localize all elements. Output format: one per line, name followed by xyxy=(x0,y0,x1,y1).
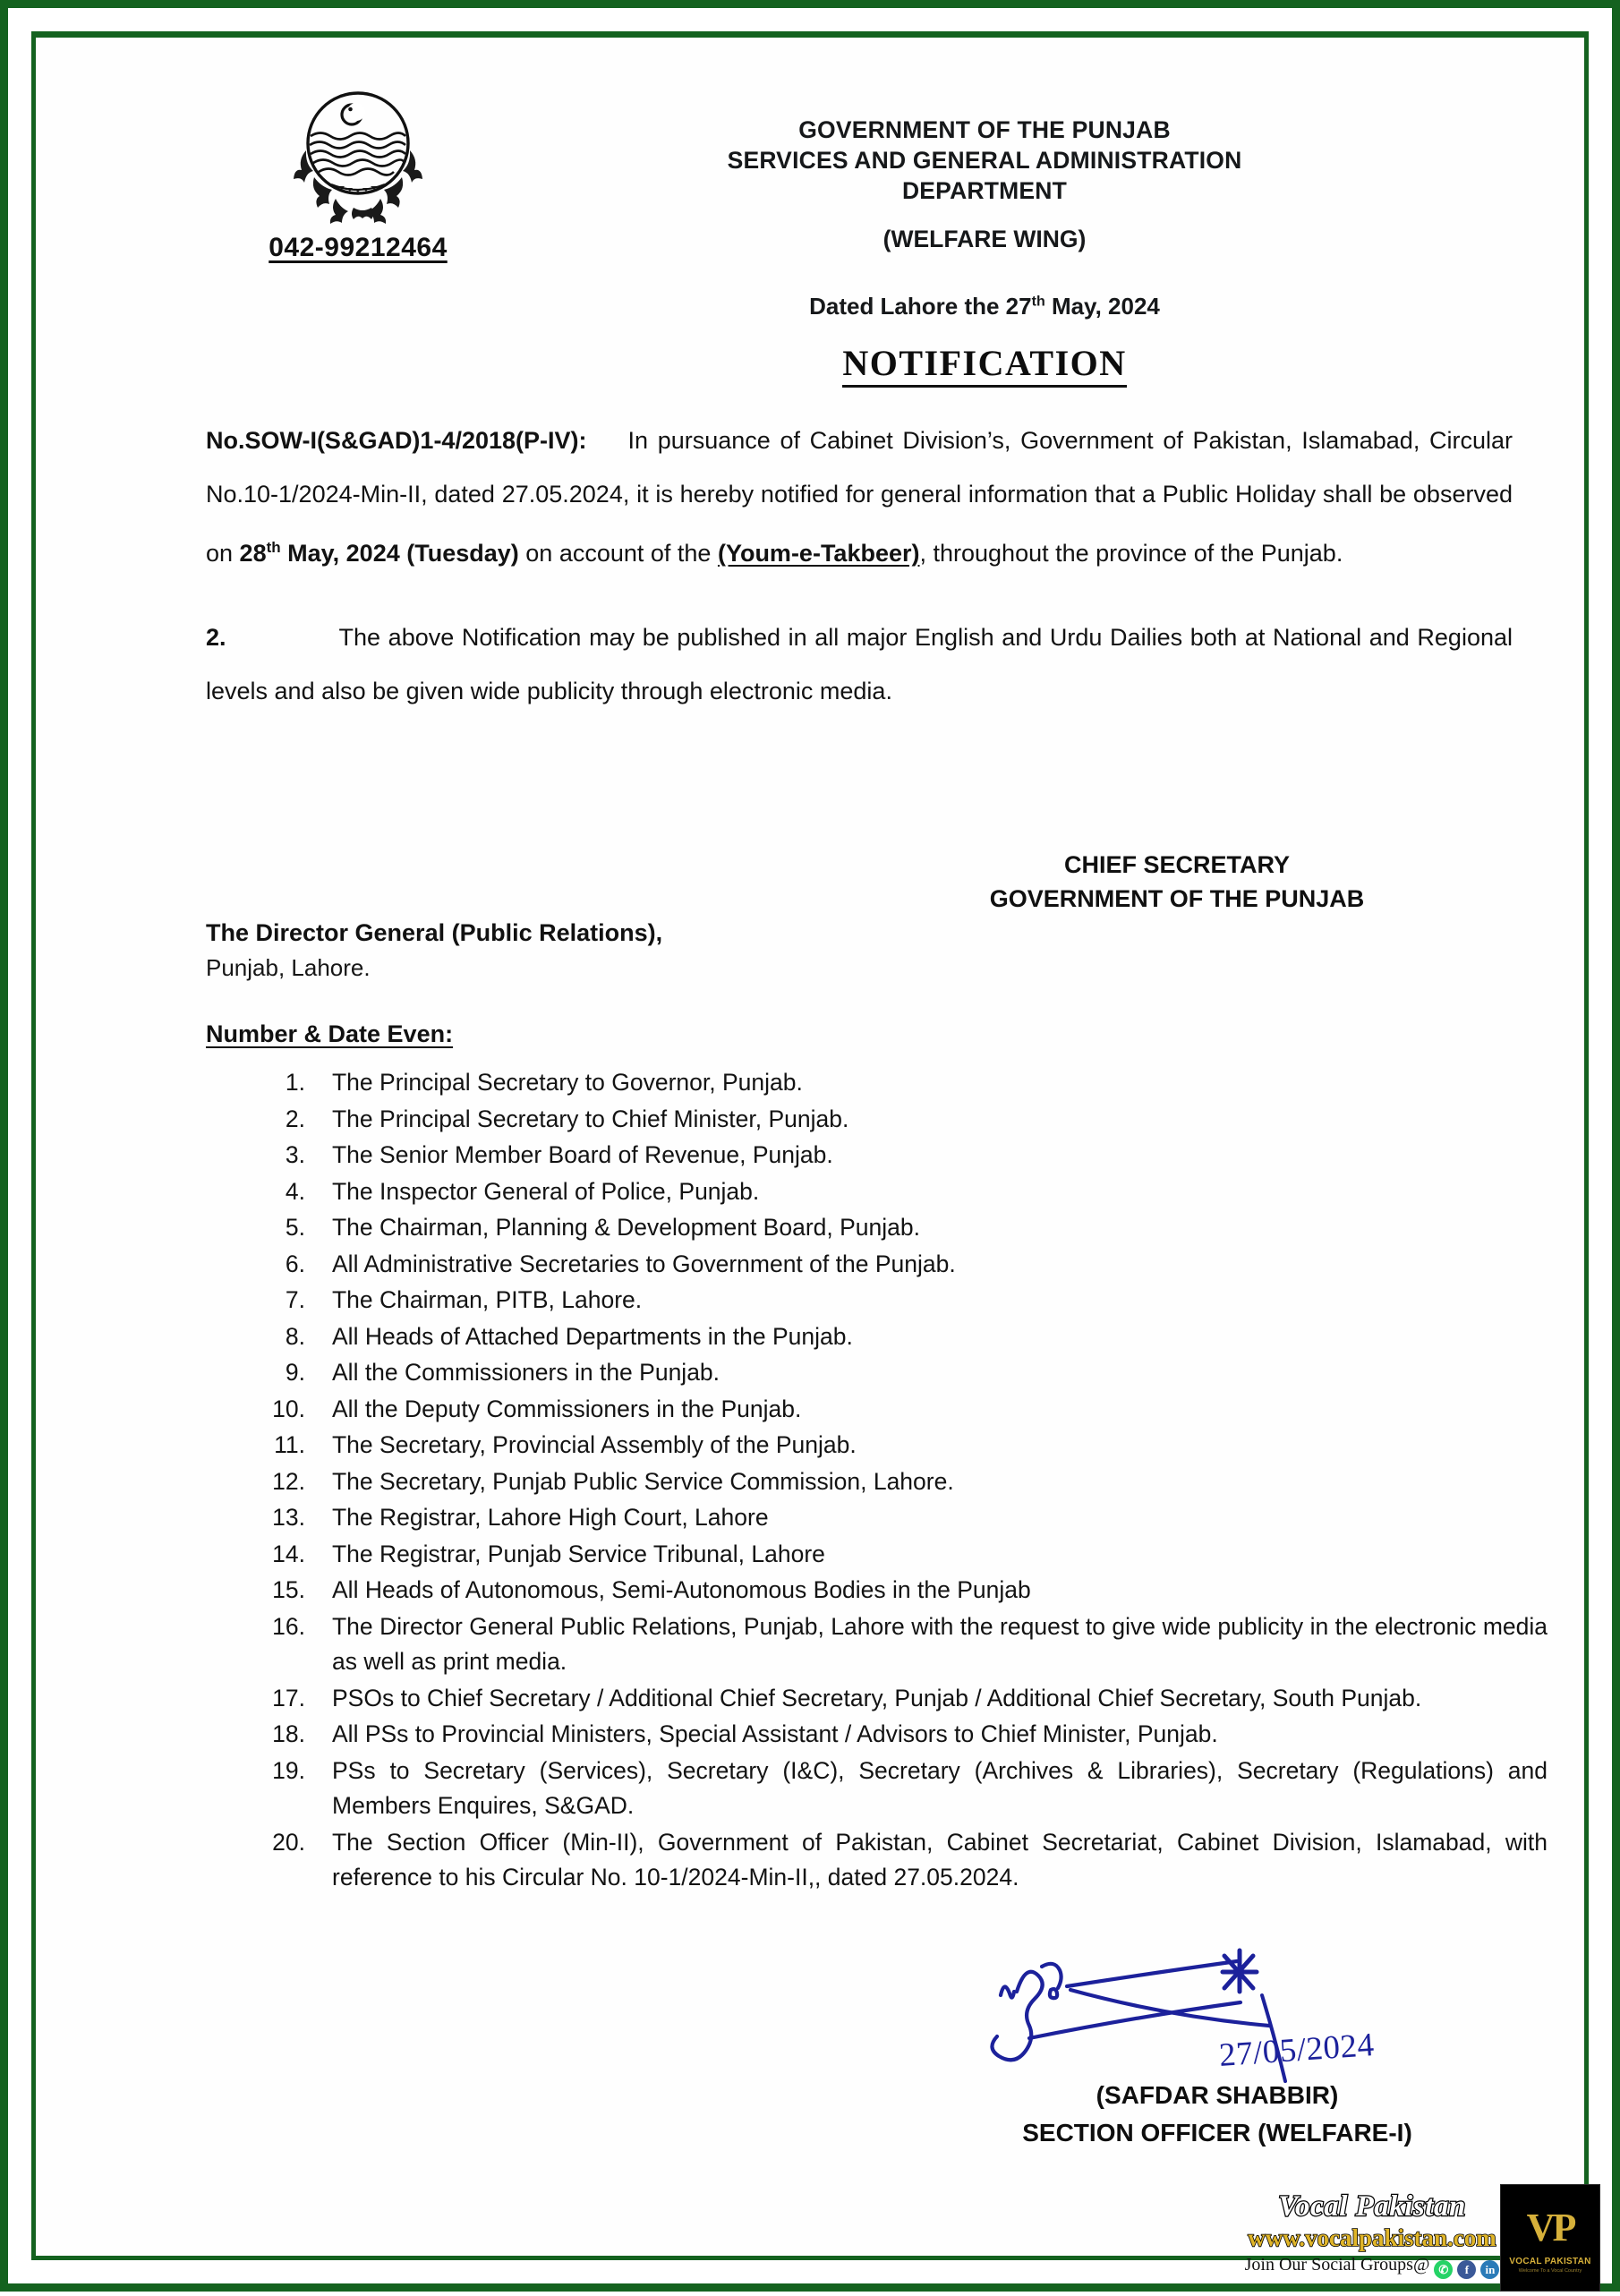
list-item-index: 15. xyxy=(272,1576,305,1603)
list-item-index: 20. xyxy=(272,1828,305,1856)
holiday-occasion: (Youm-e-Takbeer) xyxy=(717,540,920,567)
authority-line-2: GOVERNMENT OF THE PUNJAB xyxy=(989,885,1365,912)
list-item-label: The Section Officer (Min-II), Government of Pakistan, Cabinet Secretariat, Cabinet Division, Islamabad, with reference to his Circular No. 10-1/2024-Min-II,, dated 27.05.2024. xyxy=(332,1828,1548,1891)
handwritten-signature-icon xyxy=(985,1940,1369,2092)
list-item xyxy=(253,1428,1548,1464)
list-item xyxy=(253,1138,1548,1174)
list-item xyxy=(253,1500,1548,1536)
list-item xyxy=(253,1210,1548,1246)
list-item-label: The Secretary, Provincial Assembly of the Punjab. xyxy=(332,1431,857,1458)
addressee-line-1: The Director General (Public Relations), xyxy=(206,919,663,946)
list-item-label: All PSs to Provincial Ministers, Special Assistant / Advisors to Chief Minister, Punjab. xyxy=(332,1720,1218,1747)
list-item xyxy=(253,1247,1548,1283)
list-item-label: The Principal Secretary to Governor, Punjab. xyxy=(332,1069,803,1096)
list-item-index: 12. xyxy=(272,1467,305,1495)
list-item xyxy=(253,1609,1548,1680)
list-item xyxy=(253,1355,1548,1391)
paragraph-1-text-a: In pursuance of Cabinet Division’s, Government of Pakistan, Islamabad, Circular No.10-1/2024-Min-II, dated 27.05.2024, it is hereby notified for general information that a Public Holiday shall be observed on xyxy=(206,427,1513,567)
department-heading xyxy=(537,115,1432,253)
list-item-index: 18. xyxy=(272,1720,305,1747)
list-item-index: 10. xyxy=(272,1395,305,1422)
distribution-list xyxy=(253,1065,1548,1897)
list-item-index: 8. xyxy=(285,1322,305,1350)
list-item-label: The Senior Member Board of Revenue, Punjab. xyxy=(332,1141,833,1168)
list-item-label: All Administrative Secretaries to Government of the Punjab. xyxy=(332,1250,956,1277)
list-item-index: 6. xyxy=(285,1250,305,1277)
list-item-index: 2. xyxy=(285,1105,305,1132)
list-item xyxy=(253,1065,1548,1101)
org-line-2: SERVICES AND GENERAL ADMINISTRATION xyxy=(727,147,1242,174)
list-item xyxy=(253,1283,1548,1319)
list-item-index: 4. xyxy=(285,1177,305,1205)
list-item xyxy=(253,1537,1548,1573)
punjab-government-crest-icon xyxy=(282,81,434,224)
list-item-index: 11. xyxy=(274,1431,305,1458)
document-body xyxy=(206,414,1513,741)
list-item-label: PSs to Secretary (Services), Secretary (I&C), Secretary (Archives & Libraries), Secretary (Regulations) and Members Enquires, S&GAD. xyxy=(332,1756,1548,1819)
social-join-line xyxy=(1242,2255,1502,2279)
list-item-index: 16. xyxy=(272,1612,305,1640)
list-item-label: All the Commissioners in the Punjab. xyxy=(332,1359,720,1386)
distribution-heading: Number & Date Even: xyxy=(206,1020,454,1047)
holiday-date-rest: May, 2024 xyxy=(280,540,400,567)
document-header xyxy=(36,38,1584,383)
paragraph-2-text: The above Notification may be published in all major English and Urdu Dailies both at National and Regional levels and also be given wide publicity through electronic media. xyxy=(206,624,1513,704)
dated-ordinal-suffix: th xyxy=(1031,294,1045,310)
list-item-index: 5. xyxy=(285,1214,305,1241)
list-item xyxy=(253,1392,1548,1428)
list-item-index: 3. xyxy=(285,1141,305,1168)
vocal-pakistan-logo xyxy=(1500,2184,1600,2292)
reference-number: No.SOW-I(S&GAD)1-4/2018(P-IV): xyxy=(206,427,587,454)
list-item-index: 1. xyxy=(285,1069,305,1096)
notification-document xyxy=(36,38,1591,2276)
paragraph-1 xyxy=(206,414,1513,580)
list-item xyxy=(253,1174,1548,1210)
list-item-index: 13. xyxy=(272,1504,305,1531)
list-item-label: The Registrar, Punjab Service Tribunal, Lahore xyxy=(332,1540,825,1567)
signature-block xyxy=(940,1940,1495,2226)
dated-suffix: May, 2024 xyxy=(1044,293,1160,320)
authority-line-1: CHIEF SECRETARY xyxy=(1063,851,1291,878)
brand-text-block xyxy=(1242,2189,1502,2279)
logo-name: VOCAL PAKISTAN xyxy=(1509,2257,1591,2266)
list-item-index: 19. xyxy=(272,1756,305,1784)
logo-tagline: Welcome To a Vocal Country xyxy=(1518,2268,1582,2274)
list-item xyxy=(253,1573,1548,1609)
list-item-label: The Chairman, Planning & Development Board, Punjab. xyxy=(332,1214,920,1241)
social-join-text: Join Our Social Groups@ xyxy=(1244,2255,1430,2275)
list-item-label: The Inspector General of Police, Punjab. xyxy=(332,1177,760,1205)
wing-label: (WELFARE WING) xyxy=(882,226,1087,252)
holiday-date-ordinal: th xyxy=(266,539,281,556)
list-item xyxy=(253,1464,1548,1500)
list-item-label: The Chairman, PITB, Lahore. xyxy=(332,1286,643,1313)
whatsapp-icon[interactable]: ✆ xyxy=(1434,2260,1453,2279)
signing-authority xyxy=(841,848,1513,916)
list-item xyxy=(253,1717,1548,1753)
list-item-label: The Principal Secretary to Chief Minister, Punjab. xyxy=(332,1105,849,1132)
list-item-label: The Director General Public Relations, Punjab, Lahore with the request to give wide publicity in the electronic media as well as print media. xyxy=(332,1612,1548,1675)
paragraph-2 xyxy=(206,610,1513,718)
list-item-label: All the Deputy Commissioners in the Punjab. xyxy=(332,1395,802,1422)
list-item xyxy=(253,1102,1548,1138)
list-item-index: 9. xyxy=(285,1359,305,1386)
signature-date: 27/05/2024 xyxy=(1217,2026,1376,2075)
brand-website-url[interactable]: www.vocalpakistan.com xyxy=(1248,2224,1496,2251)
notification-title-text: NOTIFICATION xyxy=(842,343,1126,388)
dated-line xyxy=(537,293,1432,320)
crest-block xyxy=(210,81,506,263)
addressee-block xyxy=(206,919,1011,982)
list-item-label: The Secretary, Punjab Public Service Commission, Lahore. xyxy=(332,1467,954,1495)
page-title xyxy=(537,342,1432,384)
list-item-label: All Heads of Attached Departments in the Punjab. xyxy=(332,1322,853,1350)
paragraph-2-number: 2. xyxy=(206,624,226,651)
holiday-weekday: (Tuesday) xyxy=(406,540,519,567)
paragraph-1-text-d: , throughout the province of the Punjab. xyxy=(919,540,1343,567)
dated-prefix: Dated Lahore the 27 xyxy=(809,293,1032,320)
org-line-3: DEPARTMENT xyxy=(901,177,1068,204)
list-item xyxy=(253,1681,1548,1717)
list-item xyxy=(253,1825,1548,1896)
list-item-label: All Heads of Autonomous, Semi-Autonomous Bodies in the Punjab xyxy=(332,1576,1031,1603)
paragraph-1-text-c: on account of the xyxy=(518,540,718,567)
facebook-icon[interactable]: f xyxy=(1457,2260,1476,2279)
list-item-index: 7. xyxy=(285,1286,305,1313)
signatory-role: SECTION OFFICER (WELFARE-I) xyxy=(1022,2119,1412,2147)
list-item-index: 17. xyxy=(272,1684,305,1711)
list-item-label: The Registrar, Lahore High Court, Lahore xyxy=(332,1504,769,1531)
footer-watermark xyxy=(1242,2184,1600,2296)
org-line-1: GOVERNMENT OF THE PUNJAB xyxy=(798,116,1171,143)
linkedin-icon[interactable]: in xyxy=(1480,2260,1499,2279)
list-item xyxy=(253,1319,1548,1355)
signatory-name: (SAFDAR SHABBIR) xyxy=(1096,2081,1339,2109)
addressee-line-2: Punjab, Lahore. xyxy=(206,954,371,981)
list-item xyxy=(253,1754,1548,1824)
holiday-date-day: 28 xyxy=(239,540,267,567)
contact-phone-number: 042-99212464 xyxy=(269,233,448,262)
brand-title: Vocal Pakistan xyxy=(1278,2190,1466,2223)
logo-monogram: VP xyxy=(1526,2206,1574,2249)
list-item-label: PSOs to Chief Secretary / Additional Chief Secretary, Punjab / Additional Chief Secretary, South Punjab. xyxy=(332,1684,1422,1711)
list-item-index: 14. xyxy=(272,1540,305,1567)
